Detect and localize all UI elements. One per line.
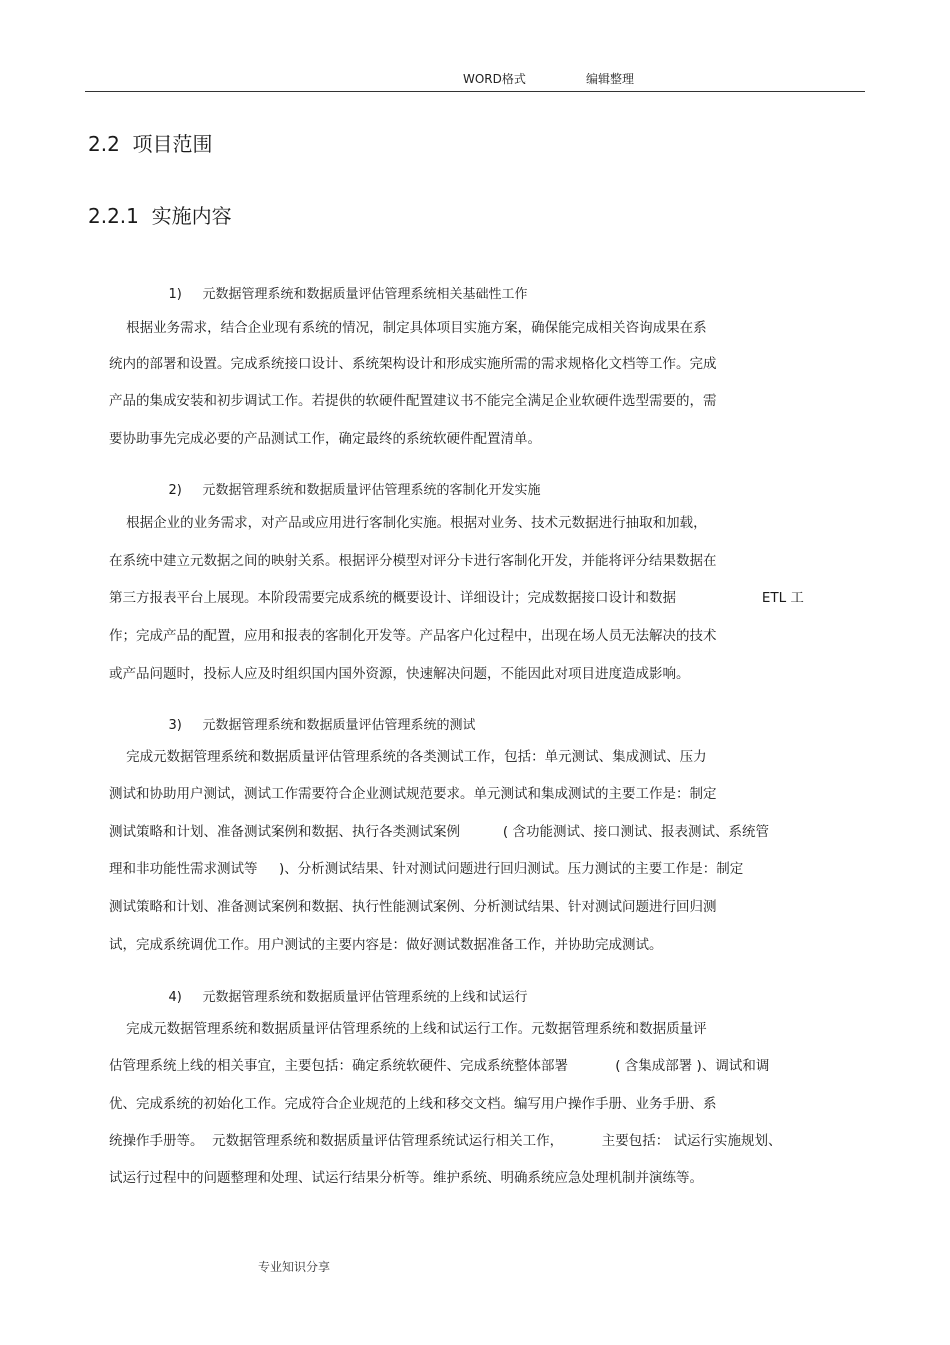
paragraph-line: 在系统中建立元数据之间的映射关系。根据评分模型对评分卡进行客制化开发，并能将评分结果数据在 (109, 553, 717, 569)
list-item-number: 1) (168, 287, 182, 302)
list-item-heading (152, 464, 541, 513)
paragraph-line: 统内的部署和设置。完成系统接口设计、系统架构设计和形成实施所需的需求规格化文档等工作。完成 (109, 356, 717, 372)
paragraph-line: 或产品问题时，投标人应及时组织国内国外资源，快速解决问题，不能因此对项目进度造成影响。 (109, 666, 690, 682)
paragraph-line: 测试策略和计划、准备测试案例和数据、执行性能测试案例、分析测试结果、针对测试问题进行回归测 (109, 899, 717, 915)
paragraph-line: 产品的集成安装和初步调试工作。若提供的软硬件配置建议书不能完全满足企业软硬件选型需要的，需 (109, 393, 717, 409)
paragraph-line: 第三方报表平台上展现。本阶段需要完成系统的概要设计、详细设计；完成数据接口设计和数据 ETL 工 (109, 590, 804, 606)
list-item-title: 元数据管理系统和数据质量评估管理系统相关基础性工作 (202, 287, 528, 302)
paragraph-line: 测试和协助用户测试，测试工作需要符合企业测试规范要求。单元测试和集成测试的主要工作是：制定 (109, 786, 717, 802)
paragraph-line: 根据业务需求，结合企业现有系统的情况，制定具体项目实施方案，确保能完成相关咨询成果在系 (109, 320, 707, 336)
footer-label: 专业知识分享 (258, 1260, 331, 1274)
paragraph-line: 根据企业的业务需求，对产品或应用进行客制化实施。根据对业务、技术元数据进行抽取和加载， (109, 515, 707, 531)
header-edit-label: 编辑整理 (586, 72, 635, 86)
paragraph-line: 试，完成系统调优工作。用户测试的主要内容是：做好测试数据准备工作，并协助完成测试。 (109, 937, 663, 953)
list-item-number: 2) (168, 483, 182, 498)
list-item-heading (152, 268, 528, 317)
paragraph-line: 作；完成产品的配置，应用和报表的客制化开发等。产品客户化过程中，出现在场人员无法解决的技术 (109, 628, 717, 644)
list-item-title: 元数据管理系统和数据质量评估管理系统的测试 (202, 718, 476, 733)
list-item-title: 元数据管理系统和数据质量评估管理系统的上线和试运行 (202, 990, 528, 1005)
paragraph-line: 完成元数据管理系统和数据质量评估管理系统的上线和试运行工作。元数据管理系统和数据质量评 (109, 1021, 707, 1037)
section-heading-2-2: 2.2 项目范围 (88, 132, 213, 156)
list-item-heading (152, 971, 528, 1020)
paragraph-line: 完成元数据管理系统和数据质量评估管理系统的各类测试工作，包括：单元测试、集成测试、压力 (109, 749, 707, 765)
paragraph-line: 理和非功能性需求测试等 )、分析测试结果、针对测试问题进行回归测试。压力测试的主要工作是：制定 (109, 861, 744, 877)
header-divider (85, 91, 865, 92)
paragraph-line: 估管理系统上线的相关事宜，主要包括：确定系统软硬件、完成系统整体部署 ( 含集成部署 )、调试和调 (109, 1058, 770, 1074)
paragraph-line: 要协助事先完成必要的产品测试工作，确定最终的系统软硬件配置清单。 (109, 431, 541, 447)
paragraph-line: 试运行过程中的问题整理和处理、试运行结果分析等。维护系统、明确系统应急处理机制并演练等。 (109, 1170, 703, 1186)
paragraph-line: 测试策略和计划、准备测试案例和数据、执行各类测试案例 ( 含功能测试、接口测试、报表测试、系统管 (109, 824, 769, 840)
list-item-number: 4) (168, 990, 182, 1005)
list-item-title: 元数据管理系统和数据质量评估管理系统的客制化开发实施 (202, 483, 541, 498)
paragraph-line: 统操作手册等。 元数据管理系统和数据质量评估管理系统试运行相关工作， 主要包括： 试运行实施规划、 (109, 1133, 782, 1149)
header-format-label: WORD格式 (463, 72, 526, 86)
subsection-heading-2-2-1: 2.2.1 实施内容 (88, 204, 232, 228)
list-item-number: 3) (168, 718, 182, 733)
paragraph-line: 优、完成系统的初始化工作。完成符合企业规范的上线和移交文档。编写用户操作手册、业务手册、系 (109, 1096, 717, 1112)
list-item-heading (152, 699, 476, 748)
